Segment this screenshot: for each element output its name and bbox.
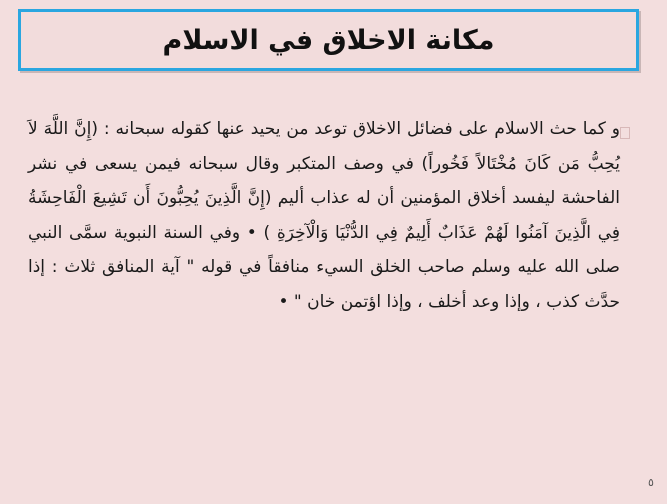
- slide-body-text: و كما حث الاسلام على فضائل الاخلاق توعد من يحيد عنها كقوله سبحانه : (إِنَّ اللَّهَ لاَ يُحِبُّ مَن كَانَ مُخْتَالاً فَخُوراً) في وصف المتكبر وقال سبحانه فيمن يسعى في نشر الفاحشة ليفسد أخلاق المؤمنين أن له عذاب أليم (إِنَّ الَّذِينَ يُحِبُّونَ أَن تَشِيعَ الْفَاحِشَةُ فِي الَّذِينَ آمَنُوا لَهُمْ عَذَابٌ أَلِيمٌ فِي الدُّنْيَا وَالْآخِرَةِ ) • وفي السنة النبوية سمَّى النبي صلى الله عليه وسلم صاحب الخلق السيء منافقاً في قوله " آية المنافق ثلاث : إذا حدَّث كذب ، وإذا وعد أخلف ، وإذا اؤتمن خان " •: [28, 119, 620, 312]
- title-box: [18, 9, 639, 71]
- page-number: ٥: [648, 476, 654, 489]
- bullet-marker: [620, 127, 630, 139]
- slide-title: مكانة الاخلاق في الاسلام: [162, 24, 495, 56]
